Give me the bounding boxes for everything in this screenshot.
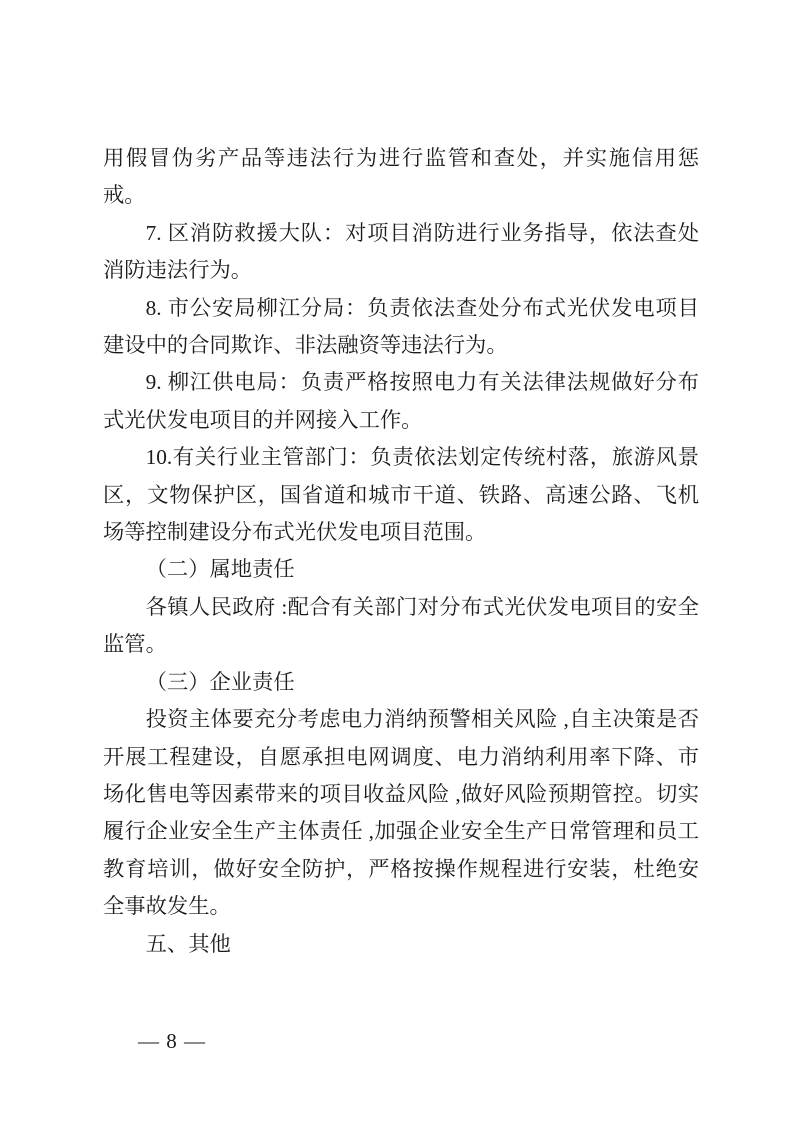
page-number: — 8 —	[138, 1029, 206, 1053]
document-body	[103, 140, 699, 963]
paragraph-item-9: 9. 柳江供电局：负责严格按照电力有关法律法规做好分布式光伏发电项目的并网接入工作。	[103, 370, 699, 432]
paragraph-item-8: 8. 市公安局柳江分局：负责依法查处分布式光伏发电项目建设中的合同欺诈、非法融资等违法行为。	[103, 295, 699, 358]
paragraph-item-7: 7. 区消防救援大队：对项目消防进行业务指导，依法查处消防违法行为。	[103, 220, 699, 283]
section-heading-territorial-responsibility: （二）属地责任	[145, 557, 295, 582]
paragraph-item-10: 10.有关行业主管部门：负责依法划定传统村落，旅游风景区，文物保护区，国省道和城市干道、铁路、高速公路、飞机场等控制建设分布式光伏发电项目范围。	[103, 445, 699, 545]
section-heading-enterprise-responsibility: （三）企业责任	[145, 669, 295, 694]
page-footer	[138, 1028, 206, 1054]
paragraph-township-governments: 各镇人民政府 :配合有关部门对分布式光伏发电项目的安全监管。	[103, 594, 699, 657]
section-heading-others: 五、其他	[145, 931, 231, 956]
paragraph-investment-risk: 投资主体要充分考虑电力消纳预警相关风险 ,自主决策是否开展工程建设，自愿承担电网调度、电力消纳利用率下降、市场化售电等因素带来的项目收益风险 ,做好风险预期管控。切实履行企业安全生产主体责任 ,加强企业安全生产日常管理和员工教育培训，做好安全防护，严格按操作规程进行安装，杜绝安全事故发生。	[103, 707, 699, 919]
paragraph-continuation: 用假冒伪劣产品等违法行为进行监管和查处，并实施信用惩戒。	[103, 146, 699, 208]
